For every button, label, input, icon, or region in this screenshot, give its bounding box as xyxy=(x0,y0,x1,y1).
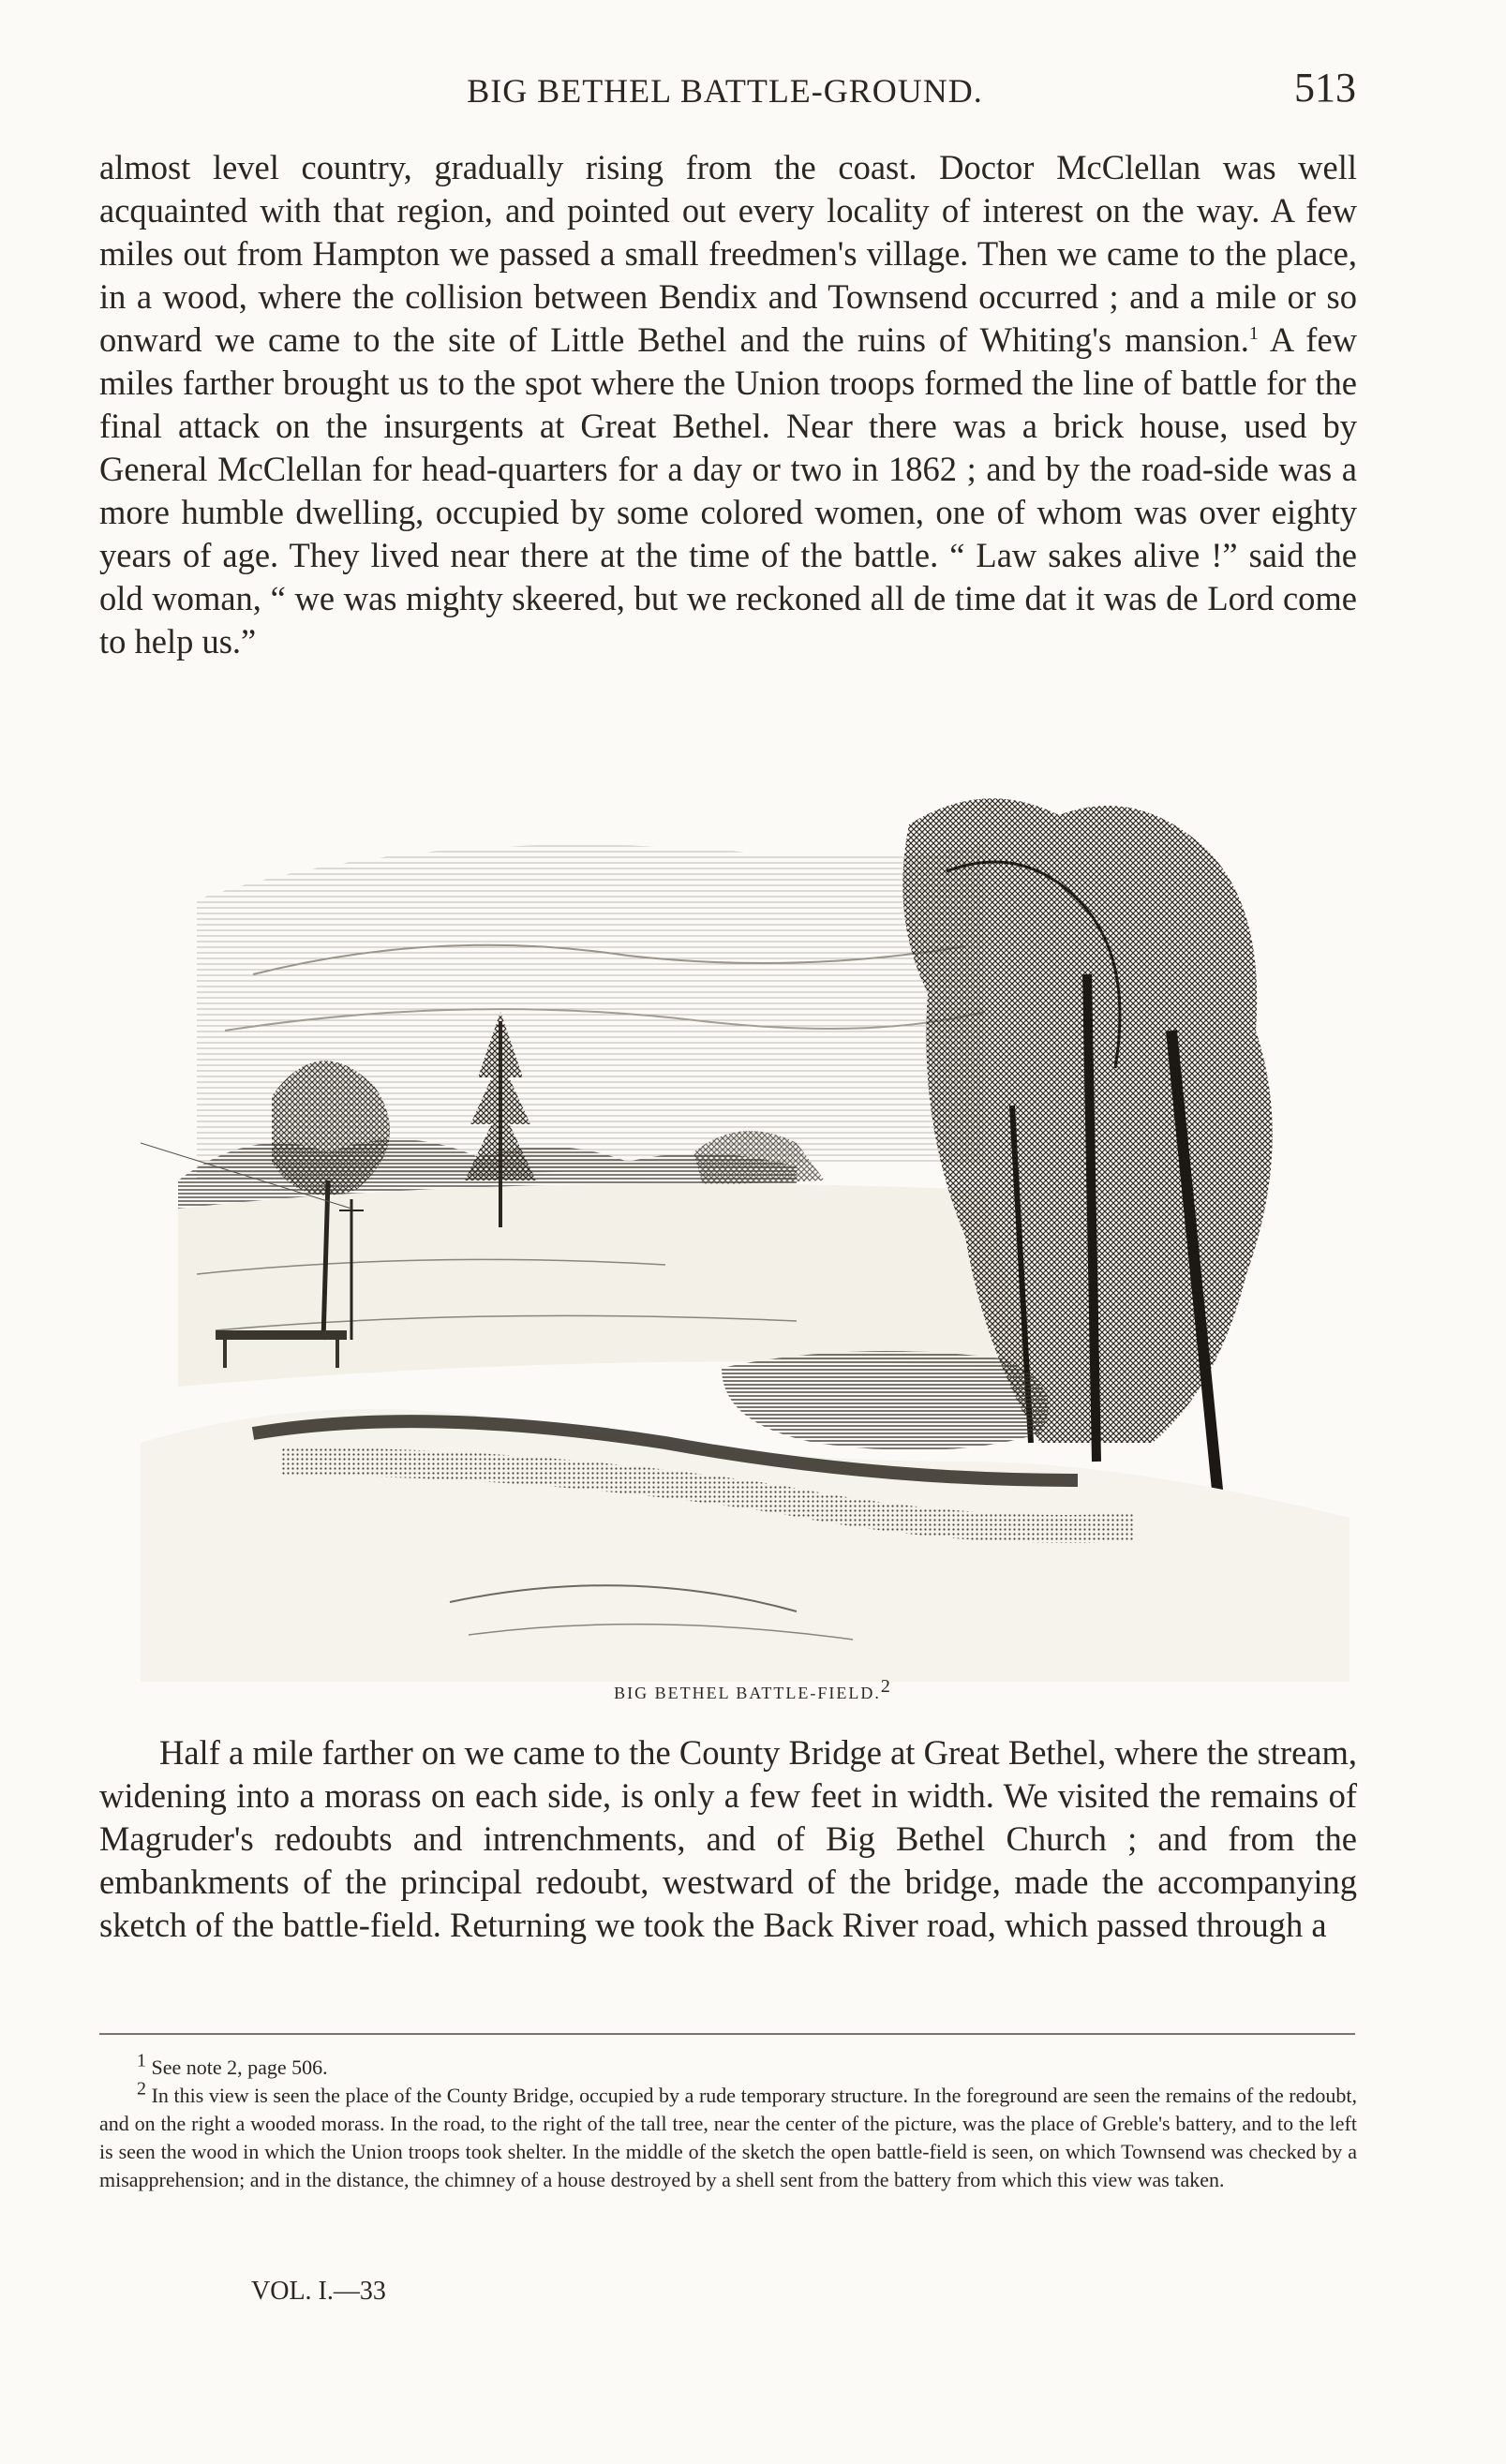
paragraph-2 xyxy=(99,1731,1357,1947)
paragraph-1-text-cont: A few miles farther brought us to the spot where the Union troops formed the line of battle for the final attack on the insurgents at Great Bethel. Near there was a brick house, used by General McClellan for head-quarters for a day or two in 1862 ; and by the road-side was a more humble dwelling, occupied by some colored women, one of whom was over eighty years of age. They lived near there at the time of the battle. “ Law sakes alive !” said the old woman, “ we was mighty skeered, but we reckoned all de time dat it was de Lord come to help us.” xyxy=(99,320,1358,661)
paragraph-1 xyxy=(99,146,1357,663)
volume-signature: VOL. I.—33 xyxy=(251,2277,386,2306)
redoubt-foreground xyxy=(141,1409,1349,1682)
battlefield-engraving xyxy=(141,787,1349,1682)
footnote-2-text: In this view is seen the place of the County Bridge, occupied by a rude temporary structure. In the foreground are seen the remains of the redoubt, and on the right a wooded morass. In the road, to the right of the tall tree, near the center of the picture, was the place of Greble's battery, and to the left is seen the wood in which the Union troops took shelter. In the middle of the sketch the open battle-field is seen, on which Townsend was checked by a misapprehension; and in the distance, the chimney of a house destroyed by a shell sent from the battery from which this view was taken. xyxy=(99,2084,1358,2191)
footnote-2-mark: 2 xyxy=(137,2078,146,2100)
footnote-1-mark: 1 xyxy=(137,2050,146,2071)
figure-caption-text: BIG BETHEL BATTLE-FIELD. xyxy=(614,1684,881,1702)
page-number: 513 xyxy=(1294,65,1356,111)
footnote-divider xyxy=(99,2033,1355,2035)
stream-water xyxy=(722,1351,1049,1450)
running-head: BIG BETHEL BATTLE-GROUND. xyxy=(467,72,983,110)
footnote-ref-2: 2 xyxy=(880,1676,892,1697)
footnote-1 xyxy=(99,2050,1357,2082)
figure-caption xyxy=(0,1676,1506,1703)
paragraph-2-text: Half a mile farther on we came to the County Bridge at Great Bethel, where the stream, widening into a morass on each side, is only a few feet in width. We visited the remains of Magruder's redoubts and intrenchments, and of Big Bethel Church ; and from the embankments of the principal redoubt, westward of the bridge, made the accompanying sketch of the battle-field. Returning we took the Back River road, which passed through a xyxy=(99,1733,1357,1944)
footnotes xyxy=(99,2050,1358,2194)
page-header xyxy=(94,64,1356,120)
engraving-illustration xyxy=(141,787,1349,1682)
footnote-1-text: See note 2, page 506. xyxy=(151,2056,328,2079)
footnote-2 xyxy=(99,2078,1358,2194)
footnote-ref-1: 1 xyxy=(1248,322,1259,344)
paragraph-1-text: almost level country, gradually rising from the coast. Doctor McClellan was well acquainted with that region, and pointed out every locality of interest on the way. A few miles out from Hampton we passed a small freedmen's village. Then we came to the place, in a wood, where the collision between Bendix and Townsend occurred ; and a mile or so onward we came to the site of Little Bethel and the ruins of Whiting's mansion. xyxy=(99,148,1357,359)
